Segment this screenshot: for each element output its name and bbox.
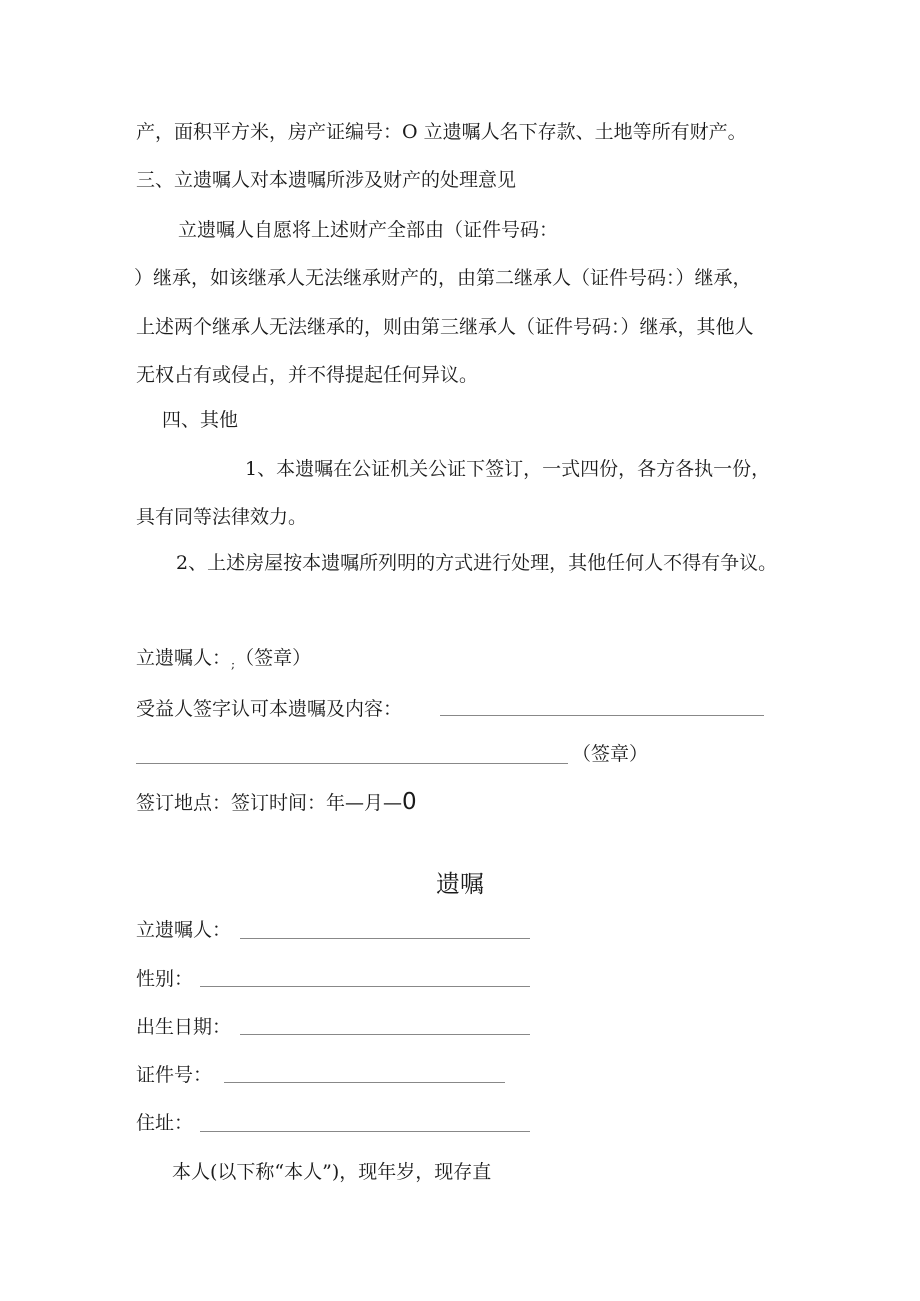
field-address-label: 住址： xyxy=(136,1112,194,1134)
field-id-number-label: 证件号： xyxy=(136,1064,213,1086)
section-4-item-1-line-1: 1、本遗嘱在公证机关公证下签订，一式四份，各方各执一份， xyxy=(245,458,771,480)
field-birthdate-input[interactable] xyxy=(240,1034,530,1035)
section-3-line-3: 上述两个继承人无法继承的，则由第三继承人（证件号码：）继承，其他人 xyxy=(136,316,754,338)
section-4-item-2: 2、上述房屋按本遗嘱所列明的方式进行处理，其他任何人不得有争议。 xyxy=(176,552,778,574)
beneficiary-label: 受益人签字认可本遗嘱及内容： xyxy=(136,698,403,720)
testator-seal-label: （签章） xyxy=(235,647,312,669)
field-gender-input[interactable] xyxy=(200,986,530,987)
section-4-item-1-line-2: 具有同等法律效力。 xyxy=(136,506,308,528)
section-3-line-1: 立遗嘱人自愿将上述财产全部由（证件号码： xyxy=(178,219,559,241)
beneficiary-signature-field-1[interactable] xyxy=(440,715,764,716)
field-id-number-input[interactable] xyxy=(224,1082,505,1083)
field-address-input[interactable] xyxy=(200,1131,530,1132)
signing-day-value: 0 xyxy=(402,789,417,815)
section-3-heading: 三、立遗嘱人对本遗嘱所涉及财产的处理意见 xyxy=(136,169,517,191)
section-4-heading: 四、其他 xyxy=(162,409,239,431)
field-testator-label: 立遗嘱人： xyxy=(136,919,232,941)
will-title: 遗嘱 xyxy=(436,870,484,898)
testator-signature-label: 立遗嘱人： xyxy=(136,647,232,669)
testator-signature-row xyxy=(136,646,311,676)
section-3-line-4: 无权占有或侵占，并不得提起任何异议。 xyxy=(136,364,479,386)
section-3-line-2: ）继承，如该继承人无法继承财产的，由第二继承人（证件号码：）继承， xyxy=(134,267,752,289)
beneficiary-seal-label: （签章） xyxy=(572,743,649,765)
signing-place-time-row xyxy=(136,790,417,815)
field-birthdate-label: 出生日期： xyxy=(136,1016,232,1038)
testator-signature-semicolon: ; xyxy=(231,657,236,671)
field-gender-label: 性别： xyxy=(136,968,194,990)
signing-place-time-label: 签订地点：签订时间：年—月— xyxy=(136,792,403,814)
beneficiary-signature-field-2[interactable] xyxy=(136,763,568,764)
field-testator-input[interactable] xyxy=(240,938,530,939)
intro-paragraph: 本人(以下称“本人”)，现年岁，现存直 xyxy=(172,1161,492,1183)
assets-paragraph-tail: 产，面积平方米，房产证编号：O 立遗嘱人名下存款、土地等所有财产。 xyxy=(136,121,747,143)
